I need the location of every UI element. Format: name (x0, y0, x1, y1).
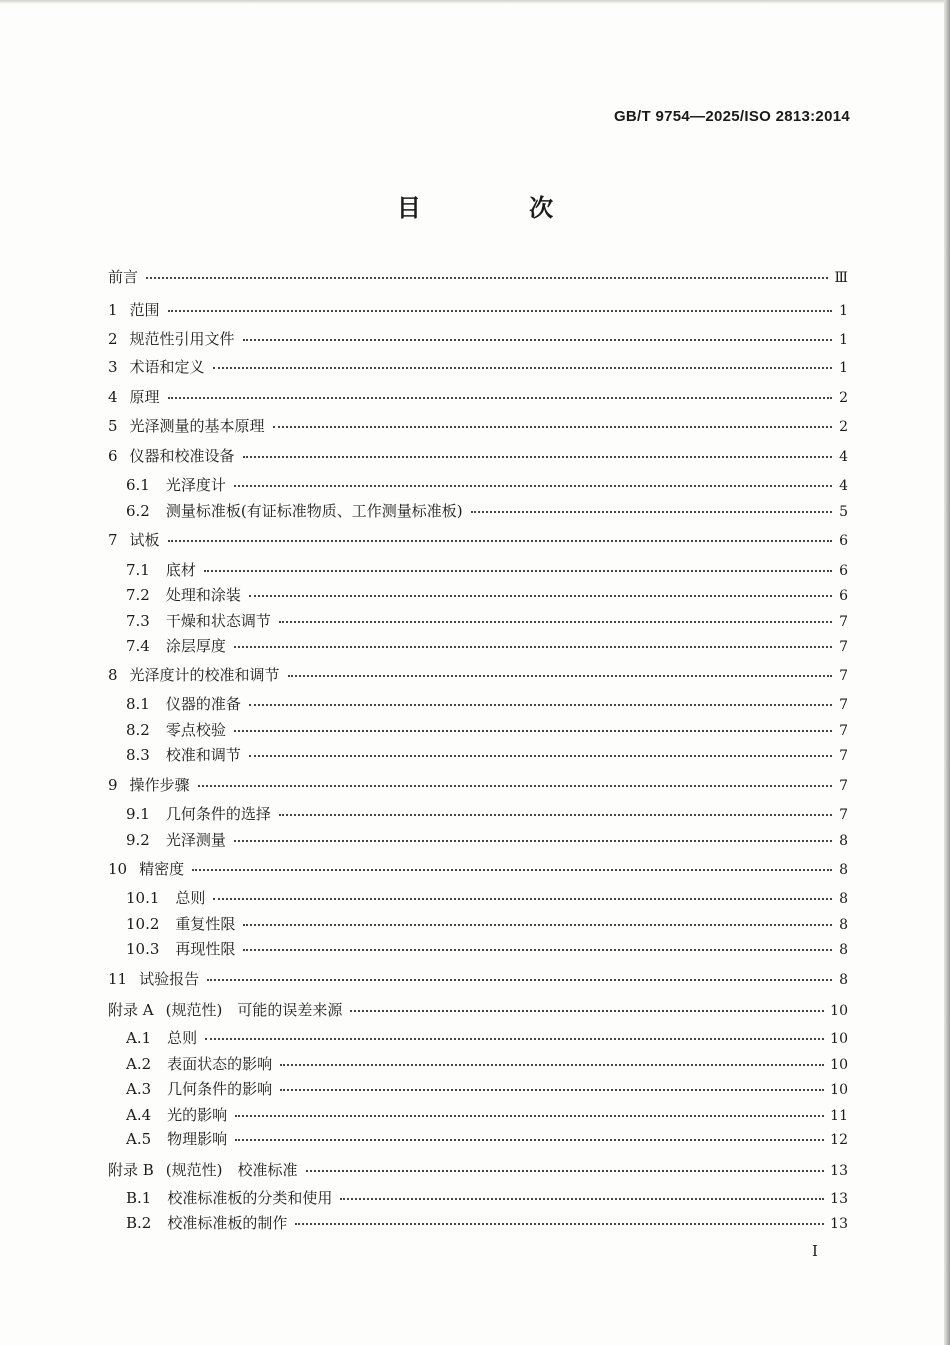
dot-leader (249, 704, 832, 706)
toc-entry[interactable] (108, 1108, 848, 1124)
toc-entry-number: 1 (108, 301, 118, 319)
toc-entry-page: 7 (839, 697, 848, 713)
dot-leader (273, 426, 832, 428)
toc-entry[interactable] (108, 360, 848, 376)
dot-leader (306, 1170, 825, 1172)
toc-entry-page: 12 (830, 1132, 848, 1148)
toc-entry[interactable] (108, 917, 848, 933)
toc-entry-label: 规范性引用文件 (129, 330, 235, 348)
toc-entry-number: 7 (108, 531, 118, 549)
dot-leader (234, 646, 832, 648)
dot-leader (234, 840, 832, 842)
toc-entry-number: A.1 (126, 1029, 152, 1047)
toc-entry-number: 9.1 (126, 805, 150, 823)
toc-entry-page: 8 (839, 942, 848, 958)
toc-entry-number: 6 (108, 447, 118, 465)
toc-entry[interactable] (108, 332, 848, 348)
toc-entry-label: 底材 (165, 561, 196, 579)
dot-leader (235, 1139, 824, 1141)
toc-entry[interactable] (108, 1191, 848, 1207)
toc-entry-page: 7 (839, 614, 848, 630)
toc-entry-number: 6.1 (126, 476, 150, 494)
toc-entry-number: 10 (108, 860, 128, 878)
toc-entry-page: 7 (839, 639, 848, 655)
toc-entry-page: 13 (830, 1163, 848, 1179)
dot-leader (279, 814, 832, 816)
toc-entry-page: 7 (839, 723, 848, 739)
toc-entry-page: 8 (839, 917, 848, 933)
dot-leader (207, 979, 832, 981)
toc-entry-label: 前言 (108, 268, 139, 286)
toc-entry-number: B.1 (126, 1189, 152, 1207)
toc-entry-page: 10 (830, 1057, 848, 1073)
toc-entry-label: 范围 (129, 301, 160, 319)
toc-entry[interactable] (108, 1163, 848, 1179)
dot-leader (295, 1223, 824, 1225)
toc-entry[interactable] (108, 723, 848, 739)
dot-leader (243, 924, 832, 926)
toc-entry[interactable] (108, 942, 848, 958)
toc-entry[interactable] (108, 390, 848, 406)
standard-code: GB/T 9754—2025/ISO 2813:2014 (613, 108, 850, 125)
dot-leader (213, 367, 832, 369)
toc-entry-page: 8 (839, 833, 848, 849)
toc-entry[interactable] (108, 1031, 848, 1047)
toc-entry-page: 1 (839, 332, 848, 348)
toc-entry-number: 8.3 (126, 746, 150, 764)
toc-entry-page: 13 (830, 1216, 848, 1232)
toc-entry-label: 光泽度计的校准和调节 (129, 666, 280, 684)
toc-entry-page: 6 (839, 563, 848, 579)
toc-entry-label: 原理 (129, 388, 160, 406)
dot-leader (198, 785, 832, 787)
toc-entry-number: 9 (108, 776, 118, 794)
toc-entry[interactable] (108, 1216, 848, 1232)
toc-entry[interactable] (108, 668, 848, 684)
toc-entry[interactable] (108, 270, 848, 286)
toc-entry[interactable] (108, 533, 848, 549)
toc-entry-label: 光的影响 (167, 1106, 228, 1124)
page-folio: I (812, 1242, 818, 1260)
toc-entry-label: 总则 (175, 889, 206, 907)
toc-entry-page: 6 (839, 588, 848, 604)
dot-leader (213, 898, 832, 900)
toc-entry[interactable] (108, 478, 848, 494)
toc-entry-label: (规范性) 校准标准 (165, 1161, 298, 1179)
toc-entry[interactable] (108, 504, 848, 520)
toc-entry-label: 几何条件的影响 (167, 1080, 273, 1098)
toc-entry-label: 测量标准板(有证标准物质、工作测量标准板) (165, 502, 463, 520)
toc-entry-number: 附录 A (108, 1001, 154, 1019)
toc-entry[interactable] (108, 449, 848, 465)
toc-entry-label: 仪器的准备 (165, 695, 241, 713)
toc-entry-number: 2 (108, 330, 118, 348)
toc-entry-page: 8 (839, 862, 848, 878)
toc-entry-number: B.2 (126, 1214, 152, 1232)
toc-entry[interactable] (108, 1132, 848, 1148)
toc-entry-page: 7 (839, 668, 848, 684)
dot-leader (168, 397, 832, 399)
toc-entry-label: 试验报告 (139, 970, 200, 988)
dot-leader (146, 277, 828, 279)
toc-entry-number: A.3 (126, 1080, 152, 1098)
toc-entry-number: 7.4 (126, 637, 150, 655)
toc-entry-label: (规范性) 可能的误差来源 (165, 1001, 343, 1019)
dot-leader (350, 1010, 824, 1012)
toc-entry[interactable] (108, 697, 848, 713)
toc-entry-label: 术语和定义 (129, 358, 205, 376)
toc-entry-label: 物理影响 (167, 1130, 228, 1148)
toc-entry-page: 10 (830, 1031, 848, 1047)
toc-entry-page: 7 (839, 778, 848, 794)
toc-entry-number: 附录 B (108, 1161, 154, 1179)
toc-entry-number: A.5 (126, 1130, 152, 1148)
dot-leader (249, 595, 832, 597)
toc-entry-label: 总则 (167, 1029, 198, 1047)
toc-entry-page: 10 (830, 1082, 848, 1098)
toc-entry[interactable] (108, 748, 848, 764)
toc-entry[interactable] (108, 303, 848, 319)
dot-leader (192, 869, 832, 871)
toc-entry-number: 8.2 (126, 721, 150, 739)
toc-entry-number: 10.2 (126, 915, 160, 933)
dot-leader (249, 755, 832, 757)
dot-leader (288, 675, 832, 677)
toc-entry-page: 2 (839, 390, 848, 406)
dot-leader (471, 511, 832, 513)
toc-entry-label: 仪器和校准设备 (129, 447, 235, 465)
toc-entry-label: 操作步骤 (129, 776, 190, 794)
toc-entry-number: 5 (108, 417, 118, 435)
table-of-contents (108, 265, 848, 1245)
toc-entry-label: 精密度 (139, 860, 185, 878)
toc-entry[interactable] (108, 778, 848, 794)
toc-entry-page: 1 (839, 303, 848, 319)
toc-entry-number: 9.2 (126, 831, 150, 849)
toc-entry-number: 8.1 (126, 695, 150, 713)
toc-entry[interactable] (108, 833, 848, 849)
toc-entry-number: 7.1 (126, 561, 150, 579)
toc-entry-label: 校准标准板的制作 (167, 1214, 288, 1232)
toc-entry[interactable] (108, 419, 848, 435)
toc-entry-page: 4 (839, 478, 848, 494)
toc-entry[interactable] (108, 588, 848, 604)
dot-leader (243, 456, 832, 458)
toc-entry-number: 4 (108, 388, 118, 406)
toc-entry-label: 干燥和状态调节 (165, 612, 271, 630)
toc-entry-number: 7.2 (126, 586, 150, 604)
toc-entry-label: 重复性限 (175, 915, 236, 933)
toc-entry-number: 8 (108, 666, 118, 684)
toc-entry[interactable] (108, 972, 848, 988)
toc-entry[interactable] (108, 891, 848, 907)
toc-entry-page: 10 (830, 1003, 848, 1019)
toc-entry-page: 7 (839, 748, 848, 764)
toc-entry-label: 零点校验 (165, 721, 226, 739)
toc-entry-number: 6.2 (126, 502, 150, 520)
toc-entry[interactable] (108, 563, 848, 579)
toc-entry-label: 处理和涂装 (165, 586, 241, 604)
toc-entry-page: 4 (839, 449, 848, 465)
toc-entry-label: 表面状态的影响 (167, 1055, 273, 1073)
toc-entry-page: 5 (839, 504, 848, 520)
dot-leader (168, 310, 832, 312)
toc-entry-label: 校准标准板的分类和使用 (167, 1189, 333, 1207)
dot-leader (235, 1115, 824, 1117)
dot-leader (279, 621, 832, 623)
toc-entry[interactable] (108, 1003, 848, 1019)
toc-entry-number: 11 (108, 970, 128, 988)
dot-leader (243, 339, 832, 341)
toc-entry-label: 光泽度计 (165, 476, 226, 494)
toc-entry-page: 7 (839, 807, 848, 823)
toc-entry-page: 8 (839, 891, 848, 907)
toc-entry-number: 10.3 (126, 940, 160, 958)
toc-entry-number: 3 (108, 358, 118, 376)
dot-leader (234, 485, 832, 487)
toc-entry-label: 几何条件的选择 (165, 805, 271, 823)
toc-entry-page: 1 (839, 360, 848, 376)
toc-entry-number: 10.1 (126, 889, 160, 907)
toc-entry-label: 光泽测量 (165, 831, 226, 849)
dot-leader (205, 1038, 824, 1040)
toc-entry-number: 7.3 (126, 612, 150, 630)
toc-entry-label: 试板 (129, 531, 160, 549)
toc-entry-page: 8 (839, 972, 848, 988)
toc-entry[interactable] (108, 807, 848, 823)
dot-leader (280, 1064, 824, 1066)
dot-leader (234, 730, 832, 732)
dot-leader (243, 949, 832, 951)
toc-entry[interactable] (108, 1057, 848, 1073)
toc-entry-number: A.4 (126, 1106, 152, 1124)
dot-leader (280, 1089, 824, 1091)
toc-entry-page: 13 (830, 1191, 848, 1207)
dot-leader (340, 1198, 824, 1200)
toc-entry-number: A.2 (126, 1055, 152, 1073)
toc-entry-page: 6 (839, 533, 848, 549)
toc-entry-page: 2 (839, 419, 848, 435)
scan-top-edge (0, 0, 950, 4)
toc-entry[interactable] (108, 614, 848, 630)
dot-leader (168, 540, 832, 542)
toc-entry[interactable] (108, 1082, 848, 1098)
toc-entry-page: Ⅲ (834, 270, 848, 286)
toc-entry-label: 再现性限 (175, 940, 236, 958)
toc-entry[interactable] (108, 639, 848, 655)
toc-entry-page: 11 (830, 1108, 848, 1124)
dot-leader (204, 570, 832, 572)
toc-entry-label: 涂层厚度 (165, 637, 226, 655)
toc-entry-label: 校准和调节 (165, 746, 241, 764)
toc-entry[interactable] (108, 862, 848, 878)
page-title: 目 次 (396, 194, 604, 222)
toc-entry-label: 光泽测量的基本原理 (129, 417, 265, 435)
